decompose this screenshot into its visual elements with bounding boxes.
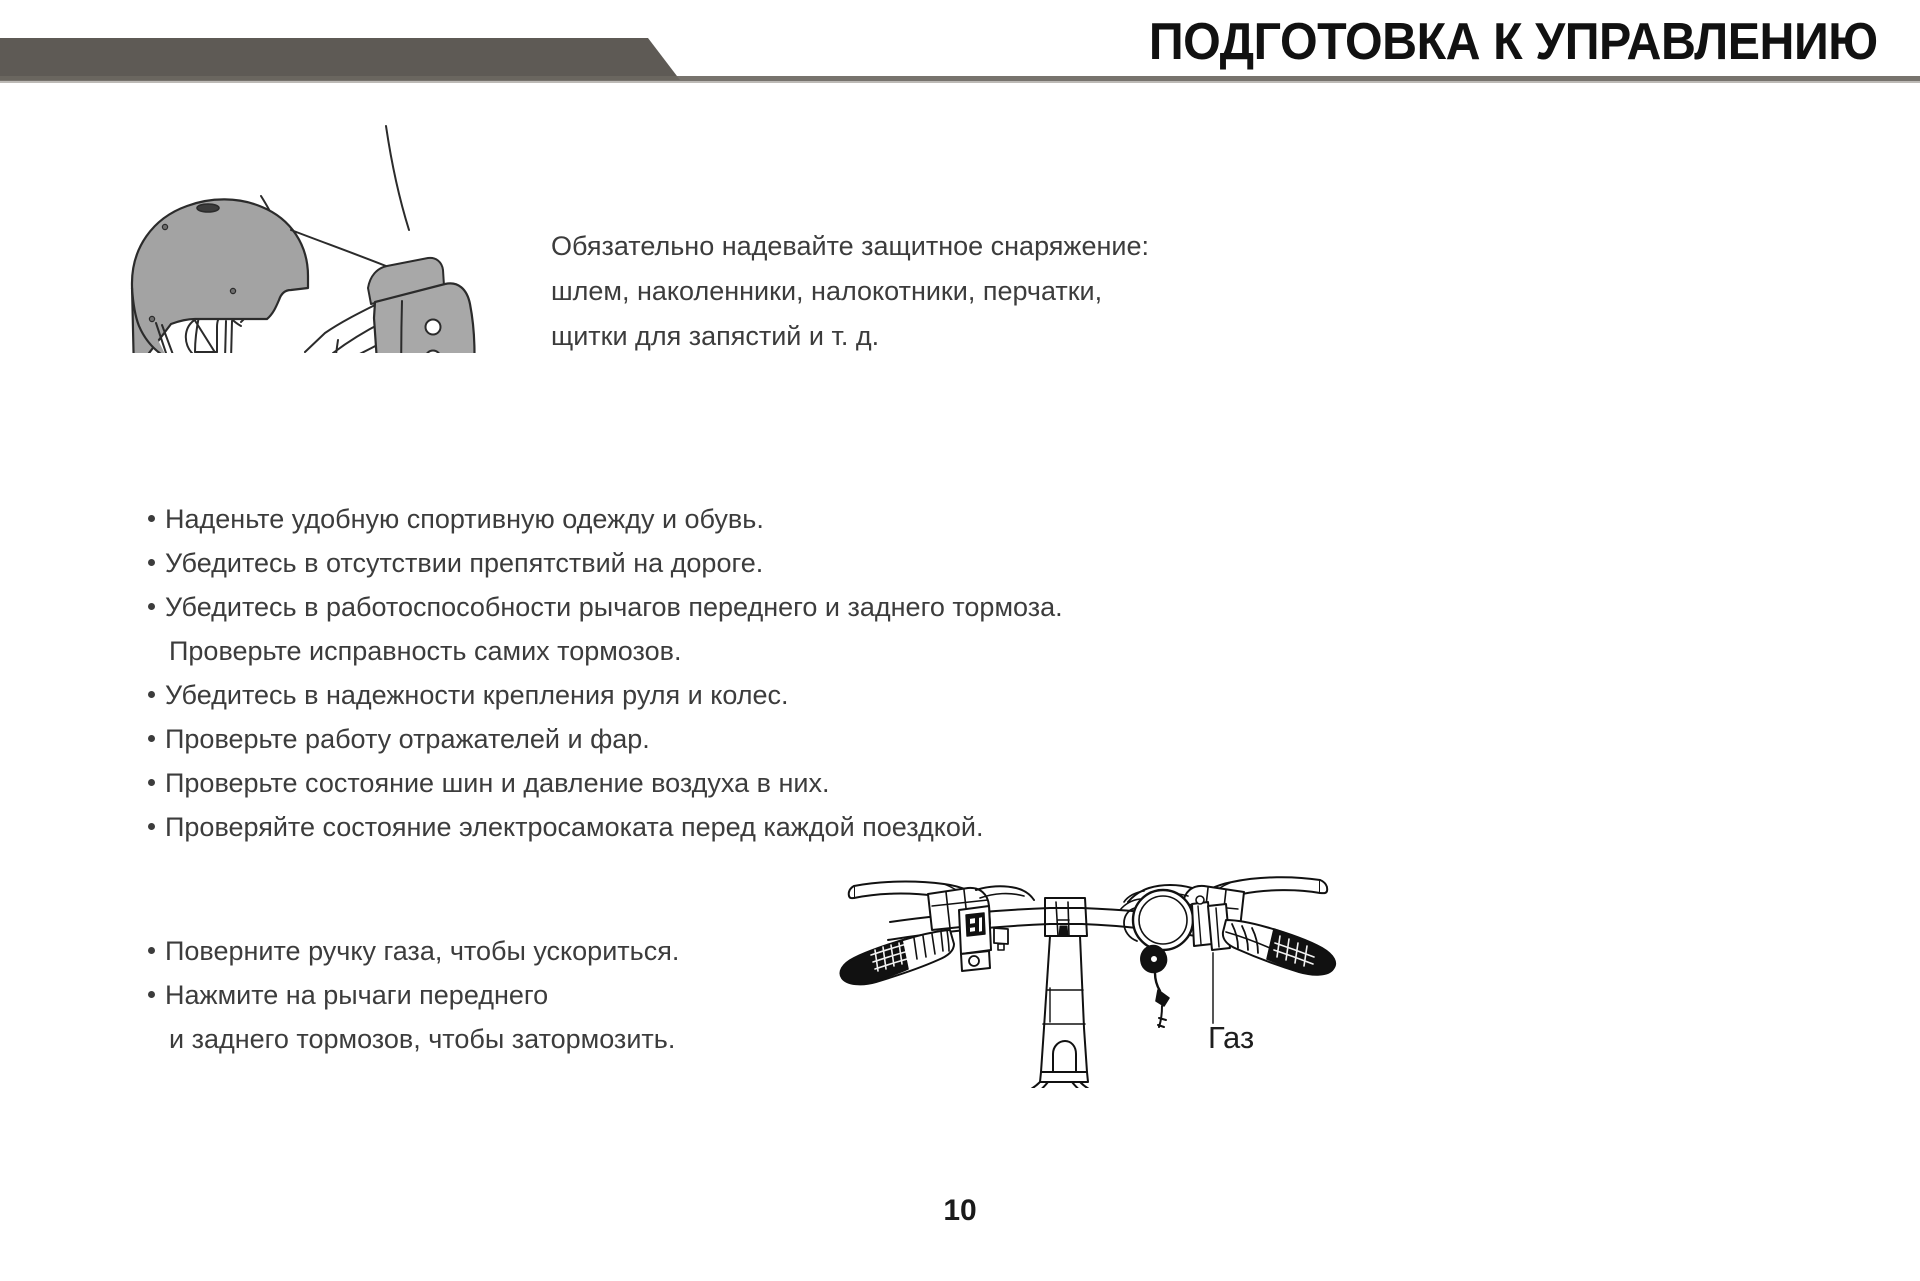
operation-item xyxy=(148,976,848,1014)
checklist-item xyxy=(148,720,1348,758)
header-rule-highlight xyxy=(0,81,1920,83)
checklist-item-label: Проверяйте состояние электросамоката перед каждой поездкой. xyxy=(165,812,984,842)
checklist-item-label: Наденьте удобную спортивную одежду и обувь. xyxy=(165,504,764,534)
operation-instructions xyxy=(148,932,848,1064)
checklist-item xyxy=(148,676,1348,714)
bullet-icon xyxy=(148,559,155,566)
checklist-item-continuation xyxy=(148,632,1348,670)
gear-text-line-3: щитки для запястий и т. д. xyxy=(551,321,880,351)
page-header xyxy=(0,0,1920,100)
checklist-item xyxy=(148,808,1348,846)
header-accent-bar xyxy=(0,38,680,80)
bullet-icon xyxy=(148,823,155,830)
operation-item-continuation xyxy=(148,1020,848,1058)
checklist-item-label: Проверьте состояние шин и давление воздуха в них. xyxy=(165,768,830,798)
stem-clamp-icon xyxy=(1045,898,1087,936)
operation-item-label: Нажмите на рычаги переднего xyxy=(165,980,549,1010)
gas-callout-label: Газ xyxy=(1208,1020,1255,1055)
pre-ride-checklist xyxy=(148,500,1348,852)
throttle-grip-icon xyxy=(1223,920,1335,975)
page-title: ПОДГОТОВКА К УПРАВЛЕНИЮ xyxy=(1149,13,1878,71)
gear-text-line-2: шлем, наколенники, налокотники, перчатки, xyxy=(551,276,1103,306)
checklist-item xyxy=(148,764,1348,802)
operation-item xyxy=(148,932,848,970)
bullet-icon xyxy=(148,691,155,698)
handlebar-diagram xyxy=(828,858,1348,1088)
bullet-icon xyxy=(148,779,155,786)
bullet-icon xyxy=(148,991,155,998)
bullet-icon xyxy=(148,603,155,610)
left-control-box-icon xyxy=(959,906,991,971)
operation-item-label: и заднего тормозов, чтобы затормозить. xyxy=(169,1024,676,1054)
gear-text-line-1: Обязательно надевайте защитное снаряжение: xyxy=(551,231,1149,261)
checklist-item-label: Убедитесь в работоспособности рычагов переднего и заднего тормоза. xyxy=(165,592,1063,622)
checklist-item-label: Убедитесь в надежности крепления руля и колес. xyxy=(165,680,789,710)
protective-gear-illustration xyxy=(95,108,515,353)
checklist-item xyxy=(148,588,1348,626)
operation-item-label: Поверните ручку газа, чтобы ускориться. xyxy=(165,936,680,966)
checklist-item xyxy=(148,500,1348,538)
bullet-icon xyxy=(148,947,155,954)
stem-fork-icon xyxy=(1025,936,1095,1088)
bullet-icon xyxy=(148,735,155,742)
protective-gear-text xyxy=(551,224,1311,359)
checklist-item-label: Убедитесь в отсутствии препятствий на дороге. xyxy=(165,548,764,578)
key-lock-icon xyxy=(1141,946,1169,1027)
checklist-item-label: Проверьте исправность самих тормозов. xyxy=(169,636,682,666)
left-brake-lever-icon xyxy=(849,882,1034,930)
checklist-item xyxy=(148,544,1348,582)
elbow-pad-illustration xyxy=(291,126,474,353)
bullet-icon xyxy=(148,515,155,522)
checklist-item-label: Проверьте работу отражателей и фар. xyxy=(165,724,650,754)
page-number: 10 xyxy=(943,1194,977,1227)
